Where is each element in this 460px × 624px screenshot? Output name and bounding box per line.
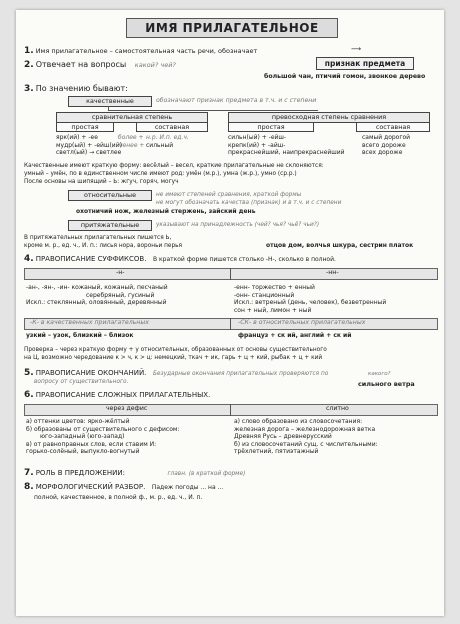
relative-example: охотничий нож, железный стержень, зайский день xyxy=(76,208,256,215)
example-line: сон + ный, лимон + ный xyxy=(234,306,312,314)
example-line: самый дорогой xyxy=(362,134,411,141)
section-1 xyxy=(24,46,257,56)
sk-suffix-header: -СК- в относительных прилагательных xyxy=(238,319,366,326)
sk-suffix-example: француз + ск ий, англий + ск ий xyxy=(238,332,352,339)
double-n-examples xyxy=(234,284,386,314)
superlative-degree-box: превосходная степень сравнения xyxy=(228,112,430,123)
solid-rules xyxy=(234,418,378,456)
possessive-example: отцов дом, волчья шкура, сестрин платок xyxy=(266,242,414,249)
section-7-number: 7. xyxy=(24,468,34,478)
k-suffix-header: -К- в качественных прилагательных xyxy=(30,319,149,326)
section-7-note: главн. (в краткой форме) xyxy=(167,471,246,477)
single-n-examples xyxy=(26,284,168,307)
rule-line: трёхлетний, пятиэтажный xyxy=(234,448,319,456)
section-6-text: ПРАВОПИСАНИЕ СЛОЖНЫХ ПРИЛАГАТЕЛЬНЫХ. xyxy=(35,391,211,399)
rule-line: юго-западный (юго-запад) xyxy=(40,433,125,441)
compound-adj-band xyxy=(24,404,438,416)
qualitative-box: качественные xyxy=(68,96,152,107)
example-line: светл(ый) → светлее xyxy=(56,149,122,157)
rule-line: в) от равноправных слов, если ставим И: xyxy=(26,440,157,448)
divider xyxy=(230,404,231,416)
section-1-text: Имя прилагательное – самостоятельная часть речи, обозначает xyxy=(35,47,258,55)
comparative-simple-header: простая xyxy=(56,122,114,132)
qualitative-line-2: умный – умён, по в единственном числе имеют род: умён (м.р.), умна (ж.р.), умно (ср.р.) xyxy=(24,171,297,177)
hyphen-header: через дефис xyxy=(106,405,148,412)
page-title: ИМЯ ПРИЛАГАТЕЛЬНОЕ xyxy=(126,18,338,38)
section-1-number: 1. xyxy=(24,46,34,56)
example-line: серебряный, гусиный xyxy=(86,291,155,299)
section-5-text: ПРАВОПИСАНИЕ ОКОНЧАНИЙ. xyxy=(35,369,147,377)
note-line: менее + xyxy=(118,141,145,149)
section-4-number: 4. xyxy=(24,254,34,264)
comparative-compound-header: составная xyxy=(136,122,208,132)
section-5-example: сильного ветра xyxy=(358,380,415,388)
comparative-notes xyxy=(118,134,144,149)
section-2-text: Отвечает на вопросы xyxy=(35,60,127,69)
possessive-line-2: кроме м. р., ед. ч., И. п.: лисья нора, вороньи перья xyxy=(24,243,183,249)
example-line: крепк(ий) + -айш- xyxy=(228,141,286,149)
section-7 xyxy=(24,468,245,479)
comparative-compound-examples xyxy=(146,134,189,149)
qualitative-note: обозначают признак предмета в т.ч. и с степени xyxy=(156,97,317,104)
section-5-note: Безударные окончания прилагательных проверяются по xyxy=(152,371,329,377)
section-3 xyxy=(24,84,128,94)
example-line: -ан-, -ян-, -ин- кожаный, кожаный, песчаный xyxy=(26,284,168,291)
superlative-compound-header: составная xyxy=(356,122,430,132)
possessive-box: притяжательные xyxy=(68,220,152,231)
section-6-number: 6. xyxy=(24,390,34,400)
qualitative-line-1: Качественные имеют краткую форму: весёлый – весел, краткие прилагательные не склоняются: xyxy=(24,163,324,169)
section-3-text: По значению бывают: xyxy=(35,84,128,93)
section-5-number: 5. xyxy=(24,368,34,378)
example-line: прекраснейший, наипрекраснейший xyxy=(228,149,345,157)
single-n-header: -н- xyxy=(116,269,125,276)
check-line-1: Проверка – через краткую форму + у относительных, образованных от основы существительного xyxy=(24,347,327,353)
example-line: сильн(ый) + -ейш- xyxy=(228,134,287,141)
section-4-text: ПРАВОПИСАНИЕ СУФФИКСОВ. xyxy=(35,255,147,263)
superlative-simple-examples xyxy=(228,134,345,157)
rule-line: а) слово образовано из словосочетания: xyxy=(234,418,363,425)
suffix-band xyxy=(24,268,438,280)
solid-header: слитно xyxy=(326,405,349,412)
example-line: н.р. И.п. ед.ч. xyxy=(146,134,189,141)
section-8-number: 8. xyxy=(24,482,34,492)
relative-box: относительные xyxy=(68,190,152,201)
arrow-right-icon: ⟶ xyxy=(351,45,362,53)
connector xyxy=(108,110,318,111)
example-line: всего дороже xyxy=(362,141,406,149)
section-5-note-2: вопросу от существительного. xyxy=(34,379,129,385)
check-line-2: на Ц, возможно чередование к > ч, к > ц: немецкий, ткач + ик, гарь + ц + кий, рыбак + ц + кий xyxy=(24,355,323,361)
example-line: сильный xyxy=(146,141,174,149)
section-2 xyxy=(24,60,176,70)
example-line: Искл.: стеклянный, оловянный, деревянный xyxy=(26,299,167,307)
section-6 xyxy=(24,390,210,400)
section-4 xyxy=(24,254,336,265)
section-4-note: В краткой форме пишется столько -Н-, сколько в полной. xyxy=(152,256,336,263)
rule-line: а) оттенки цветов: ярко-жёлтый xyxy=(26,418,130,425)
section-8 xyxy=(24,482,223,493)
k-suffix-example: узкий – узок, близкий – близок xyxy=(26,332,134,339)
example-line: -онн- станционный xyxy=(234,291,295,299)
double-n-header: -нн- xyxy=(326,269,339,276)
relative-note-2: не могут обозначать качества (признак) и в т.ч. и с степени xyxy=(156,200,342,206)
superlative-simple-header: простая xyxy=(228,122,314,132)
qualitative-line-3: После основы на шипящий – Ь: жгуч, горяч, могуч xyxy=(24,179,179,185)
section-2-number: 2. xyxy=(24,60,34,70)
divider xyxy=(230,318,231,330)
section-3-number: 3. xyxy=(24,84,34,94)
note-line: более + xyxy=(118,134,144,141)
section-8-line-2: полной, качественное, в полной ф., м. р., ед. ч., И. п. xyxy=(34,494,203,501)
example-line: всех дороже xyxy=(362,149,403,157)
rule-line: железная дорога – железнодорожная ветка xyxy=(234,425,376,433)
section-7-text: РОЛЬ В ПРЕДЛОЖЕНИИ: xyxy=(35,469,125,477)
example-line: ярк(ий) + -ее xyxy=(56,134,98,141)
rule-line: б) из словосочетаний сущ. с числительными: xyxy=(234,440,378,448)
superlative-compound-examples xyxy=(362,134,410,157)
hyphen-rules xyxy=(26,418,179,456)
possessive-line-1: В притяжательных прилагательных пишется Ь, xyxy=(24,235,172,241)
reference-sheet xyxy=(16,10,444,616)
example-line: -енн- торжество + енный xyxy=(234,284,315,291)
rule-line: б) образованы от существительного с дефисом: xyxy=(26,425,180,433)
example-line: Искл.: ветреный (день, человек), безветренный xyxy=(234,299,387,307)
relative-note-1: не имеют степеней сравнения, краткой формы xyxy=(156,192,302,198)
section-8-text: МОРФОЛОГИЧЕСКИЙ РАЗБОР. xyxy=(35,483,146,491)
rule-line: горько-солёный, выпукло-вогнутый xyxy=(26,448,140,456)
possessive-note: указывают на принадлежность (чей? чья? чьё? чьи?) xyxy=(156,222,320,228)
rule-line: Древняя Русь – древнерусский xyxy=(234,433,332,441)
feature-box: признак предмета xyxy=(316,57,414,70)
section-5-question: какого? xyxy=(368,371,391,377)
example-line: мудр(ый) + -ейш(ий) xyxy=(56,141,122,149)
comparative-simple-examples xyxy=(56,134,122,157)
comparative-degree-box: сравнительная степень xyxy=(56,112,208,123)
section-2-example: большой чан, птичий гомон, звонкое дерево xyxy=(264,73,426,80)
section-2-questions: какой? чей? xyxy=(134,61,176,69)
section-8-line-1: Падеж погоды ... на ... xyxy=(151,484,224,491)
divider xyxy=(230,268,231,280)
